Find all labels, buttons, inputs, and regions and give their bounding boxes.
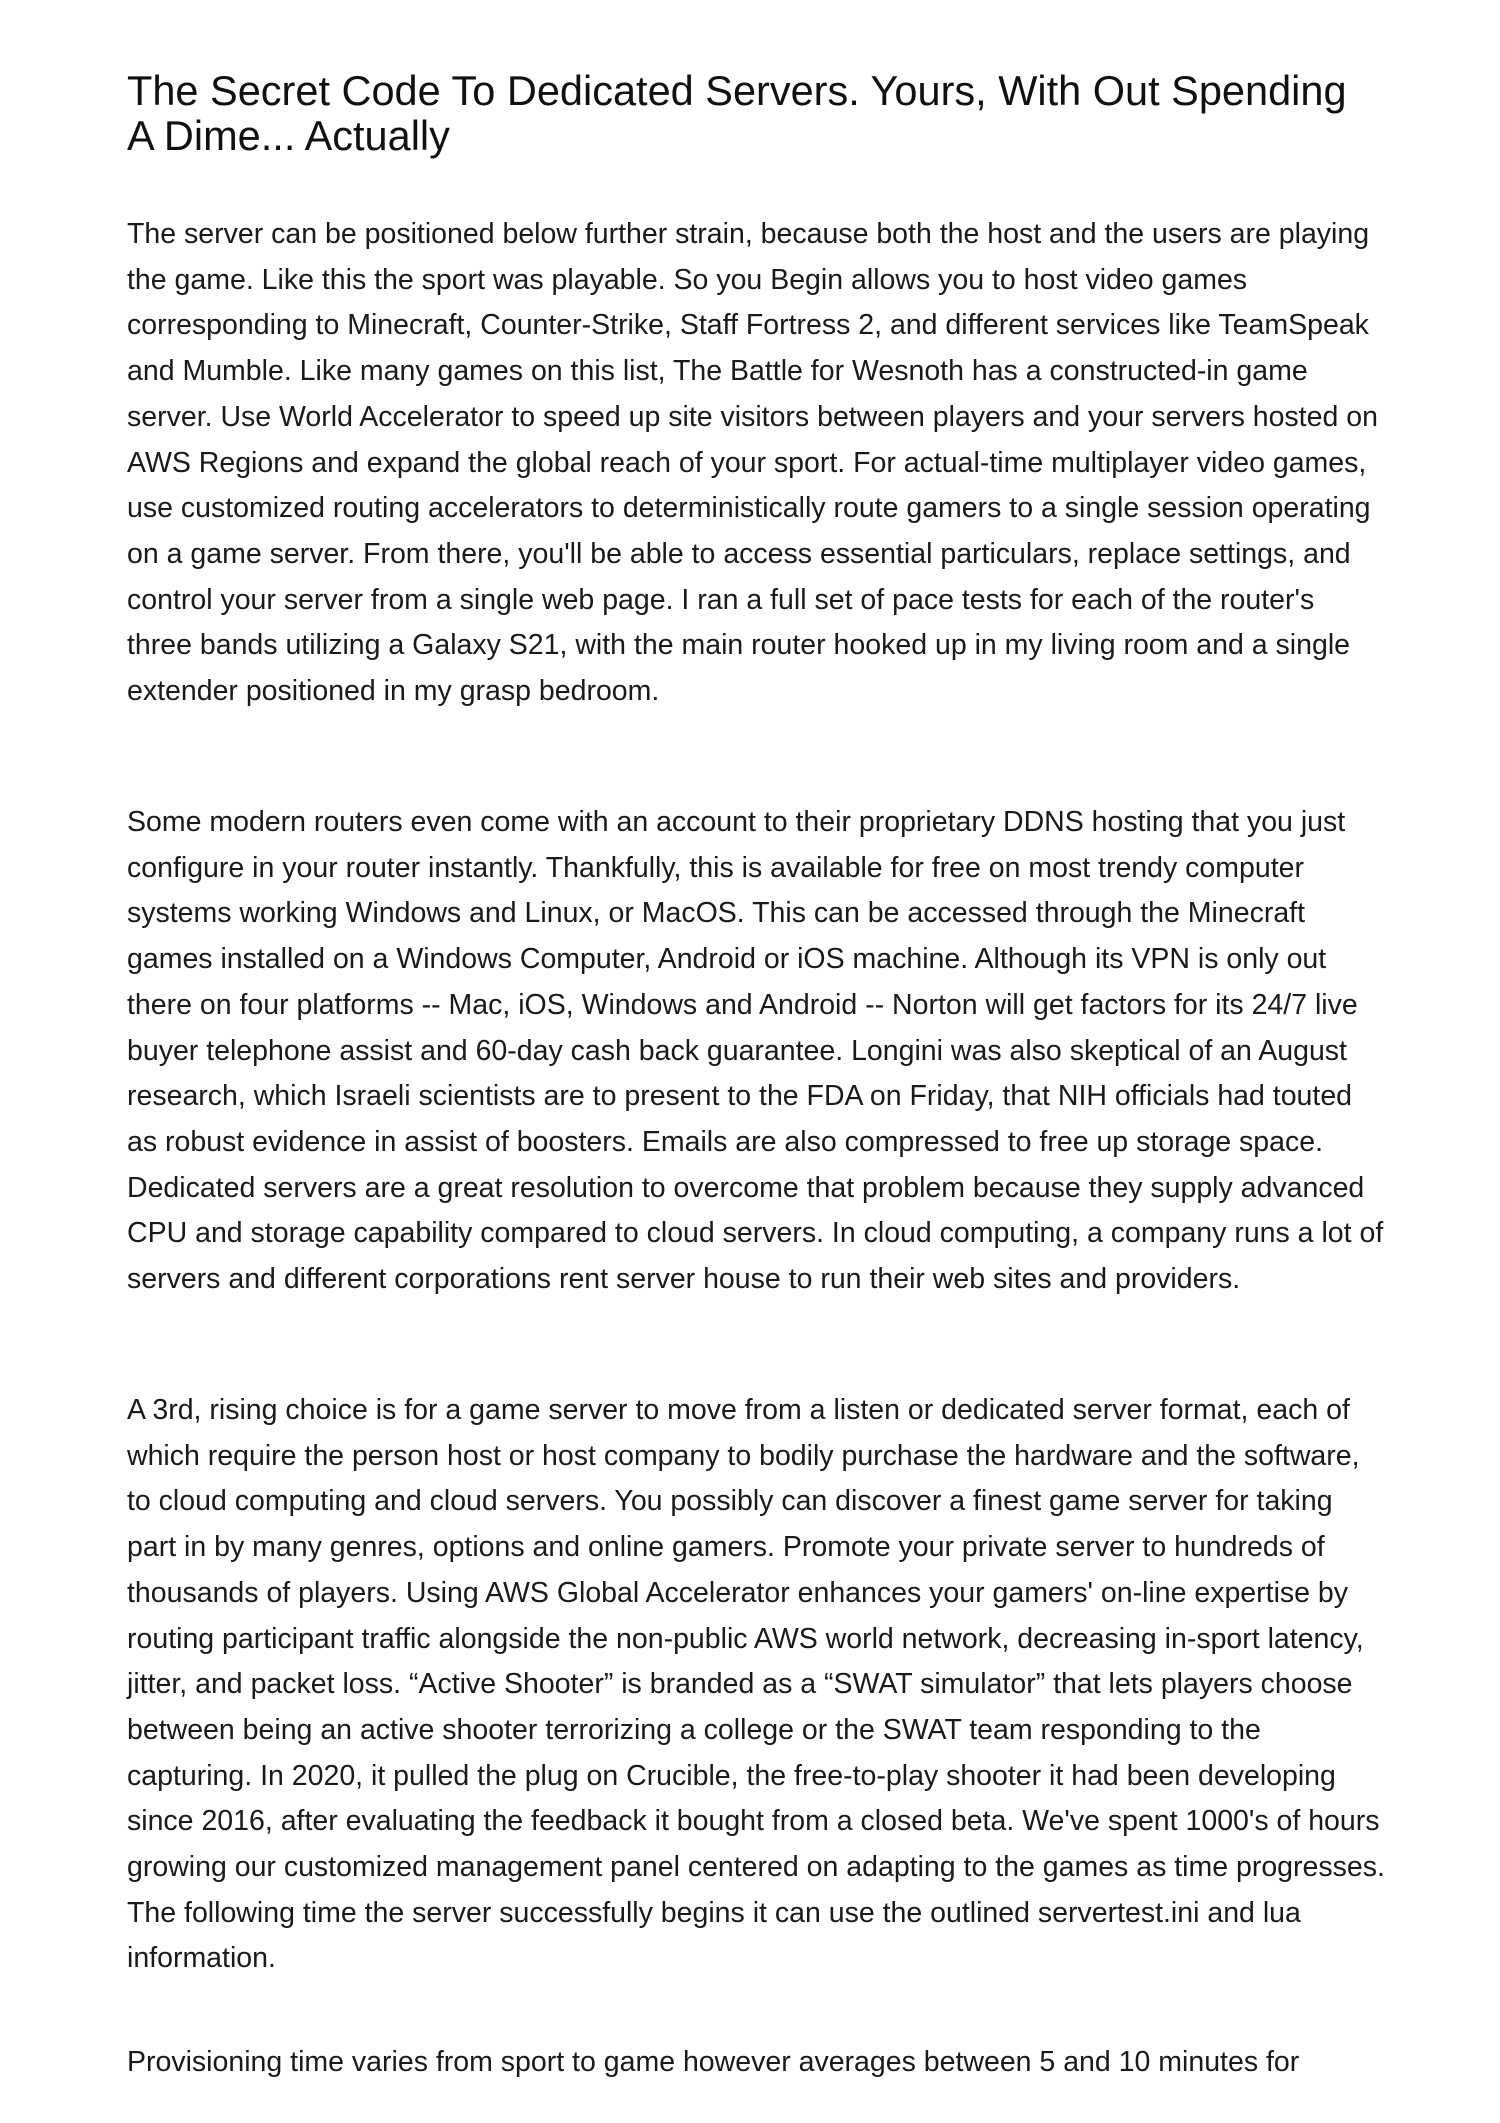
document-title: The Secret Code To Dedicated Servers. Yours, With Out Spending A Dime... Actually: [127, 67, 1347, 159]
body-paragraph-3: A 3rd, rising choice is for a game server to move from a listen or dedicated server format, each of which require the person host or host company to bodily purchase the hardware and the software, to cloud computing and cloud servers. You possibly can discover a finest game server for taking part in by many genres, options and online gamers. Promote your private server to hundreds of thousands of players. Using AWS Global Accelerator enhances your gamers' on-line expertise by routing participant traffic alongside the non-public AWS world network, decreasing in-sport latency, jitter, and packet loss. “Active Shooter” is branded as a “SWAT simulator” that lets players choose between being an active shooter terrorizing a college or the SWAT team responding to the capturing. In 2020, it pulled the plug on Crucible, the free-to-play shooter it had been developing since 2016, after evaluating the feedback it bought from a closed beta. We've spent 1000's of hours growing our customized management panel centered on adapting to the games as time progresses. The following time the server successfully begins it can use the outlined servertest.ini and lua information.: [127, 1394, 1385, 1975]
body-paragraph-2: Some modern routers even come with an account to their proprietary DDNS hosting that you just configure in your router instantly. Thankfully, this is available for free on most trendy computer systems working Windows and Linux, or MacOS. This can be accessed through the Minecraft games installed on a Windows Computer, Android or iOS machine. Although its VPN is only out there on four platforms -- Mac, iOS, Windows and Android -- Norton will get factors for its 24/7 live buyer telephone assist and 60-day cash back guarantee. Longini was also skeptical of an August research, which Israeli scientists are to present to the FDA on Friday, that NIH officials had touted as robust evidence in assist of boosters. Emails are also compressed to free up storage space. Dedicated servers are a great resolution to overcome that problem because they supply advanced CPU and storage capability compared to cloud servers. In cloud computing, a company runs a lot of servers and different corporations rent server house to run their web sites and providers.: [127, 806, 1384, 1296]
body-paragraph-1: The server can be positioned below further strain, because both the host and the users are playing the game. Like this the sport was playable. So you Begin allows you to host video games corresponding to Minecraft, Counter-Strike, Staff Fortress 2, and different services like TeamSpeak and Mumble. Like many games on this list, The Battle for Wesnoth has a constructed-in game server. Use World Accelerator to speed up site visitors between players and your servers hosted on AWS Regions and expand the global reach of your sport. For actual-time multiplayer video games, use customized routing accelerators to deterministically route gamers to a single session operating on a game server. From there, you'll be able to access essential particulars, replace settings, and control your server from a single web page. I ran a full set of pace tests for each of the router's three bands utilizing a Galaxy S21, with the main router hooked up in my living room and a single extender positioned in my grasp bedroom.: [127, 218, 1378, 708]
body-paragraph-4: Provisioning time varies from sport to game however averages between 5 and 10 minutes for: [127, 2046, 1300, 2078]
